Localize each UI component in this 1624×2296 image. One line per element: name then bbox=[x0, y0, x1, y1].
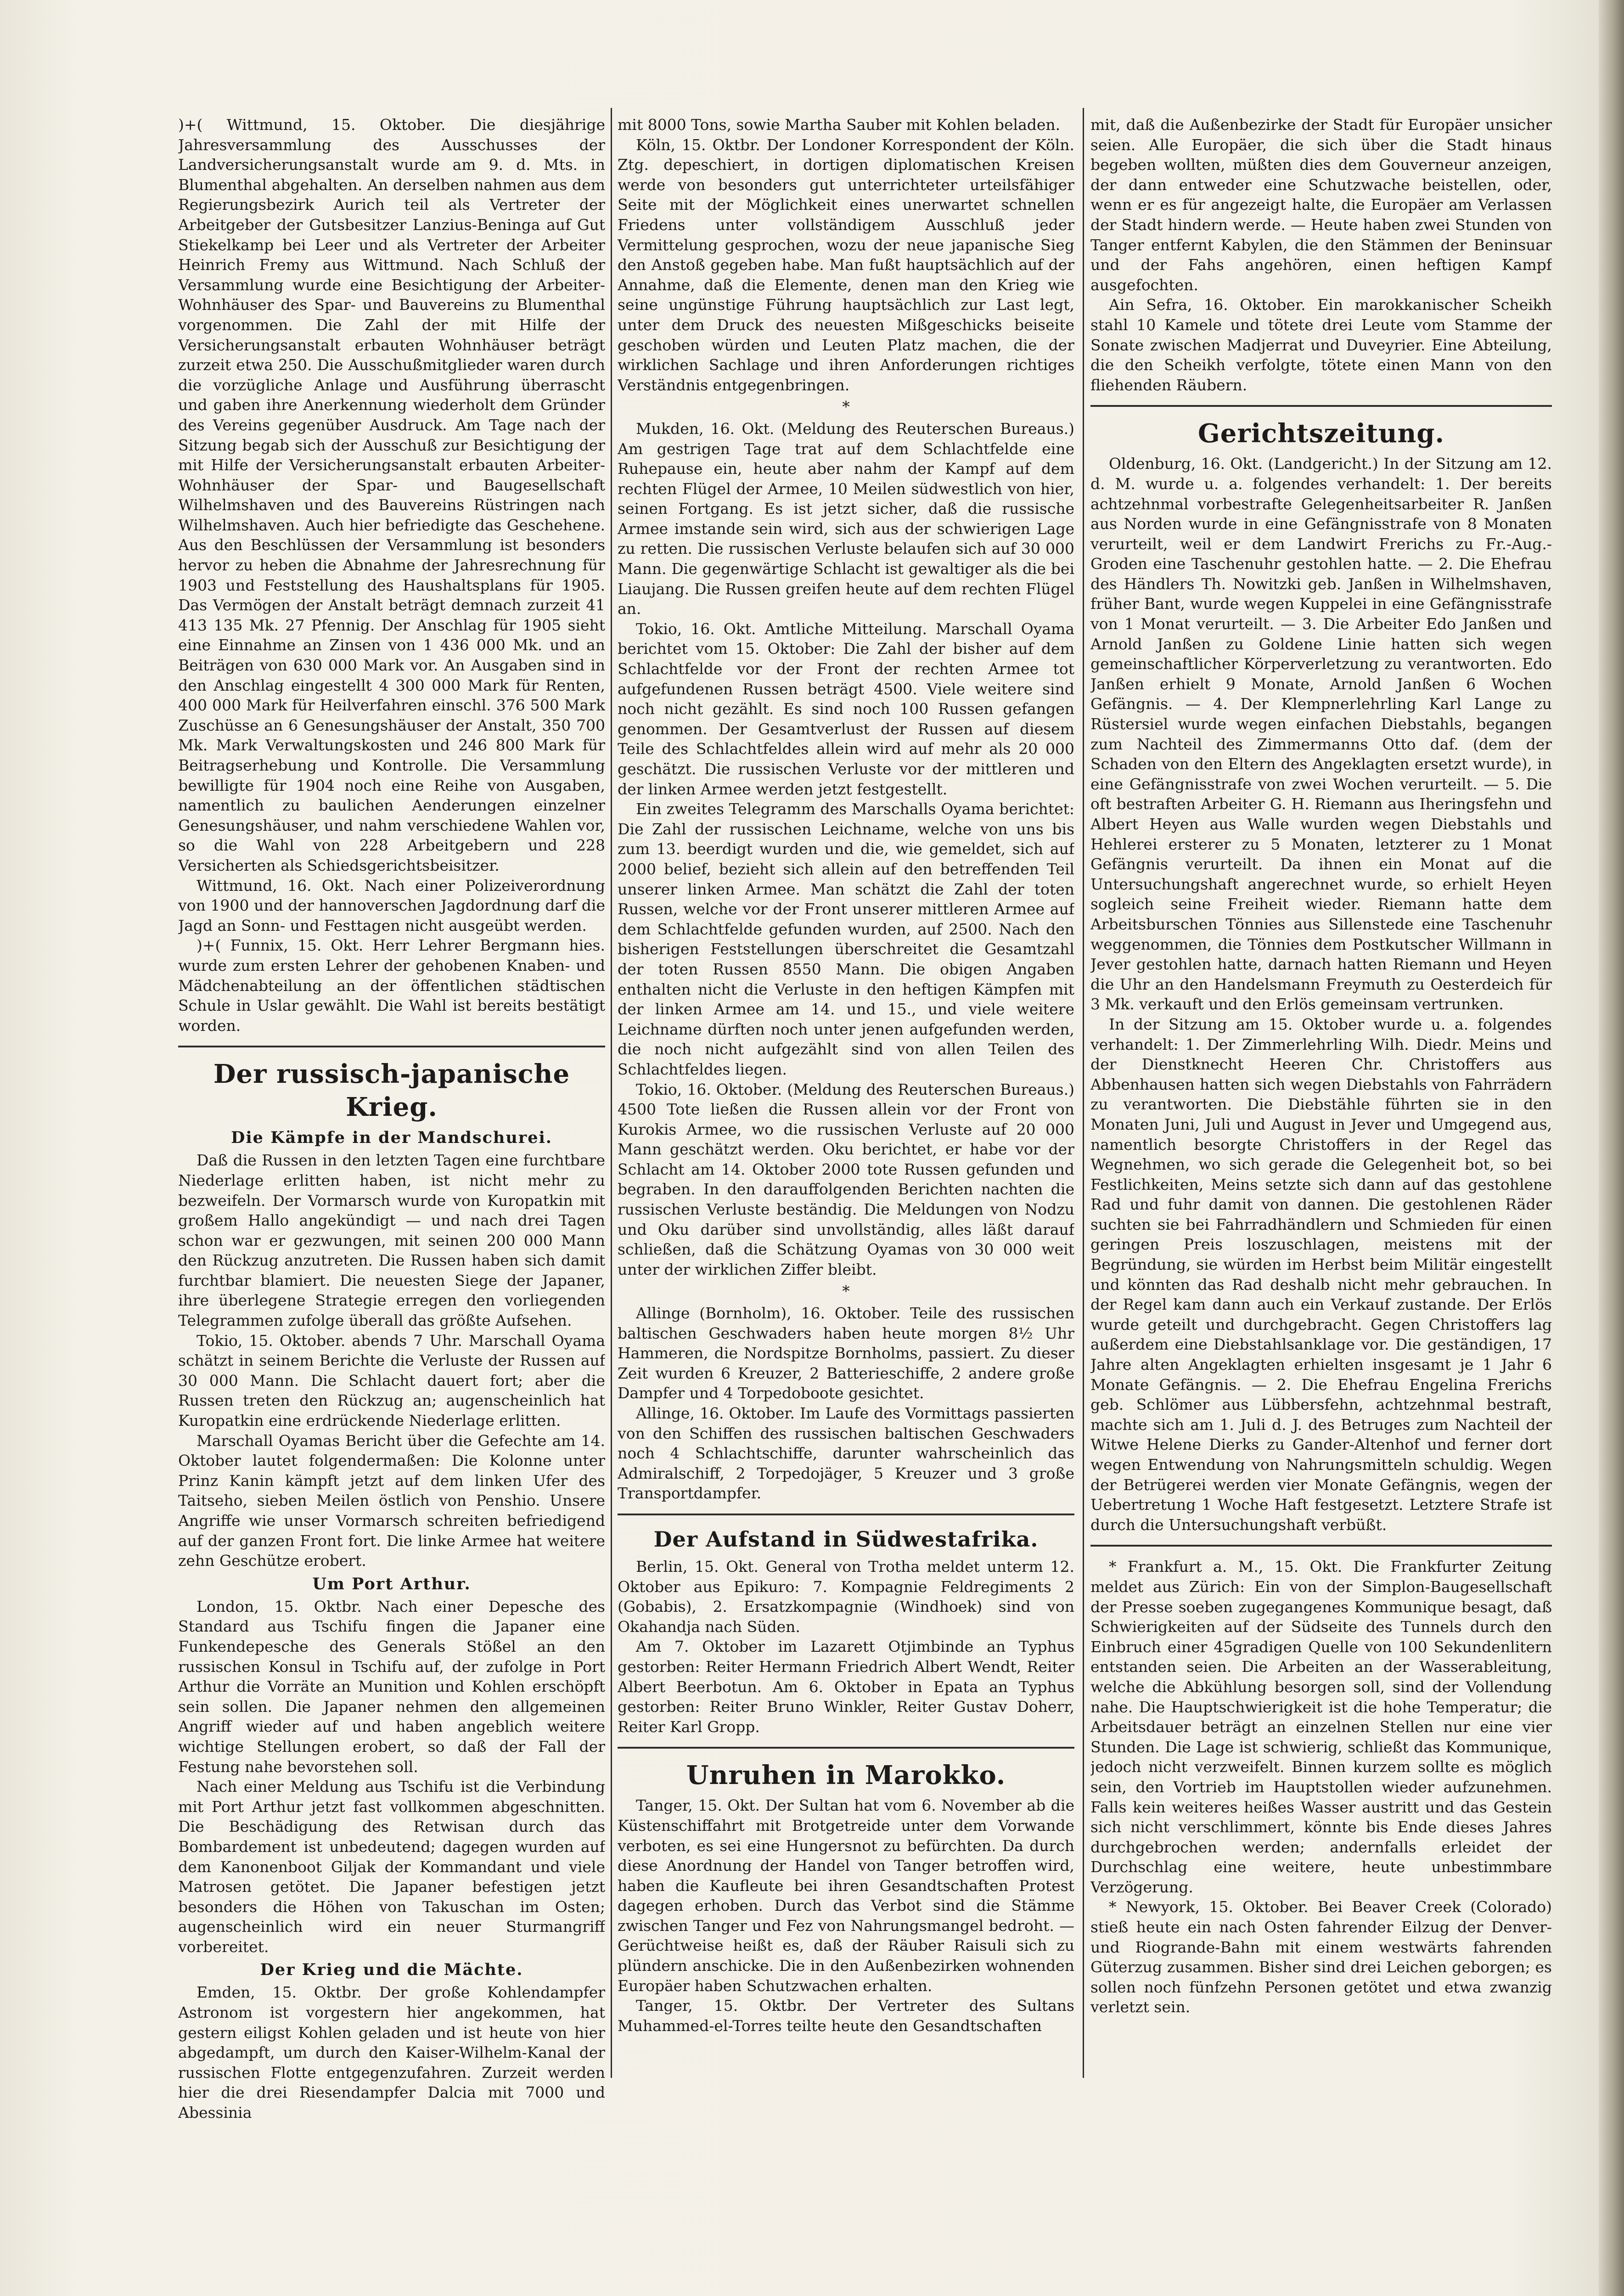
section-heading-war: Der russisch-japanische Krieg. bbox=[213, 1059, 570, 1123]
article-tanger-cont: mit, daß die Außenbezirke der Stadt für Europäer unsicher seien. Alle Europäer, die sich über die Stadt hinaus begeben wollten, müßten dies dem Gouverneur anzeigen, der dann entweder eine Schutzwache beistellen, oder, wenn er es für angezeigt halte, die Europäer am Verlassen der Stadt hindern werde. — Heute haben zwei Stunden von Tanger entfernt Kabylen, die den Stämmen der Beninsuar und der Fahs angehören, einen heftigen Kampf ausgefochten. bbox=[1090, 116, 1552, 294]
column-divider-2 bbox=[1083, 108, 1084, 2078]
article-war-intro: Daß die Russen in den letzten Tagen eine furchtbare Niederlage erlitten haben, ist nicht mehr zu bezweifeln. Der Vormarsch wurde von Kuropatkin mit großem Hallo angekündigt — und nach drei Tagen schon war er gezwungen, mit seinen 200 000 Mann den Rückzug anzutreten. Die Russen haben sich damit furchtbar blamiert. Die neuesten Siege der Japaner, ihre überlegene Strategie erregen den vorliegenden Telegrammen zufolge überall das größte Aufsehen. bbox=[178, 1151, 605, 1330]
article-newyork: * Newyork, 15. Oktober. Bei Beaver Creek (Colorado) stieß heute ein nach Osten fahrender Eilzug der Denver- und Riogrande-Bahn mit einem westwärts fahrenden Güterzug zusammen. Bisher sind drei Leichen geborgen; es sollen noch fünfzehn Personen getötet und etwa zwanzig verletzt sein. bbox=[1090, 1898, 1552, 2016]
article-allinge-2: Allinge, 16. Oktober. Im Laufe des Vormittags passierten von den Schiffen des russischen baltischen Geschwaders noch 4 Schlachtschiffe, darunter wahrscheinlich das Admiralschiff, 2 Torpedojäger, 5 Kreuzer und 3 große Transportdampfer. bbox=[618, 1404, 1074, 1503]
subheading-port-arthur: Um Port Arthur. bbox=[312, 1574, 471, 1593]
column-divider-1 bbox=[611, 108, 612, 2078]
section-rule bbox=[178, 1046, 605, 1047]
separator-star: * bbox=[842, 1282, 850, 1300]
section-rule bbox=[618, 1514, 1074, 1515]
article-typhus: Am 7. Oktober im Lazarett Otjimbinde an Typhus gestorben: Reiter Hermann Friedrich Albert Wendt, Reiter Albert Beerbotun. Am 6. Oktober in Epata an Typhus gestorben: Reiter Bruno Winkler, Reiter Gustav Doherr, Reiter Karl Gropp. bbox=[618, 1638, 1074, 1736]
article-emden: Emden, 15. Oktbr. Der große Kohlendampfer Astronom ist vorgestern hier angekommen, hat gestern eiligst Kohlen geladen und ist heute von hier abgedampft, um durch den Kaiser-Wilhelm-Kanal der russischen Flotte entgegenzufahren. Zurzeit werden hier die drei Riesendampfer Dalcia mit 7000 und Abessinia bbox=[178, 1983, 605, 2122]
article-emden-cont: mit 8000 Tons, sowie Martha Sauber mit Kohlen beladen. bbox=[618, 116, 1061, 134]
column-2 bbox=[618, 115, 1074, 2036]
article-oyama-second: Ein zweites Telegramm des Marschalls Oyama berichtet: Die Zahl der russischen Leichname, welche von uns bis zum 13. beerdigt wurden und die, wie gemeldet, sich auf 2000 belief, bezieht sich allein auf den betreffenden Teil unserer linken Armee. Man schätzt die Zahl der toten Russen, welche vor der Front unserer mittleren Armee auf dem Schlachtfelde gefunden wurden, auf 2500. Nach den bisherigen Feststellungen überschreitet die Gesamtzahl der toten Russen 8550 Mann. Die obigen Angaben enthalten nicht die Verluste in den heftigen Kämpfen mit der linken Armee am 14. und 15., und viele weitere Leichname dürften noch unter jenen aufgefunden werden, die noch nicht aufgezählt sind von allen Teilen des Schlachtfeldes liegen. bbox=[618, 800, 1074, 1078]
section-rule bbox=[1090, 405, 1552, 407]
article-tokio-2: Tokio, 16. Okt. Amtliche Mitteilung. Marschall Oyama berichtet vom 15. Oktober: Die Zahl der bisher auf dem Schlachtfelde vor der Front der rechten Armee tot aufgefundenen Russen beträgt 4500. Viele weitere sind noch nicht gezählt. Es sind noch 100 Russen gefangen genommen. Der Gesamtverlust der Russen auf diesem Teile des Schlachtfeldes allein wird auf mehr als 20 000 geschätzt. Die russischen Verluste vor der mittleren und der linken Armee werden jetzt festgestellt. bbox=[618, 619, 1074, 798]
scan-edge bbox=[1599, 0, 1624, 2296]
section-heading-marokko: Unruhen in Marokko. bbox=[686, 1760, 1006, 1791]
section-rule bbox=[1090, 1545, 1552, 1547]
article-frankfurt: * Frankfurt a. M., 15. Okt. Die Frankfurter Zeitung meldet aus Zürich: Ein von der Simplon-Baugesellschaft der Presse soeben zugegangenes Kommunique besagt, daß Schwierigkeiten auf der Südseite des Tunnels durch den Einbruch einer 45gradigen Quelle von 100 Sekundenlitern entstanden seien. Die Arbeiten an der Wasserableitung, welche die Abkühlung besorgen soll, sind der Vollendung nahe. Die Hauptschwierigkeit ist die hohe Temperatur; die Arbeitsdauer beträgt an einzelnen Stellen nur eine vier Stunden. Die Lage ist schwierig, schließt das Kommunique, jedoch nicht verzweifelt. Binnen kurzem sollte es möglich sein, den Vortrieb im Hauptstollen wieder aufzunehmen. Falls kein weiteres heißes Wasser austritt und das Gestein sich nicht verschlimmert, könnte bis Ende dieses Jahres durchgebrochen werden; andernfalls erleidet der Durchschlag eine weitere, heute unbestimmbare Verzögerung. bbox=[1090, 1558, 1552, 1896]
article-sitzung-15: In der Sitzung am 15. Oktober wurde u. a. folgendes verhandelt: 1. Der Zimmerlehrling Wilh. Diedr. Meins und der Dienstknecht Heeren Chr. Christoffers aus Abbenhausen hatten sich wegen Diebstahls von Fahrrädern zu verantworten. Die Diebstähle führten sie in den Monaten Juni, Juli und August in Jever und Umgegend aus, namentlich besorgte Christoffers in der Regel das Wegnehmen, wo sich gerade die Gelegenheit bot, so bei Festlichkeiten, Meins setzte sich dann auf das gestohlene Rad und fuhr damit von dannen. Die gestohlenen Räder suchten sie bei Fahrradhändlern und Schmieden für einen geringen Preis loszuschlagen, meistens mit der Begründung, sie würden im Herbst beim Militär eingestellt und könnten das Rad deshalb nicht mehr gebrauchen. In der Regel kam dann auch ein Verkauf zustande. Der Erlös wurde geteilt und durchgebracht. Gegen Christoffers lag außerdem eine Diebstahlsanklage vor. Die geständigen, 17 Jahre alten Angeklagten erhielten insgesamt je 1 Jahr 6 Monate Gefängnis. — 2. Die Ehefrau Engelina Frerichs geb. Schlömer aus Lübbersfehn, achtzehnmal bestraft, machte sich am 1. Juli d. J. des Betruges zum Nachteil der Witwe Helene Dierks zu Gander-Altenhof und ferner dort wegen Entwendung von Nahrungsmitteln schuldig. Wegen der Betrügerei werden vier Monate Gefängnis, wegen der Uebertretung 1 Woche Haft festgesetzt. Letztere Strafe ist durch die Untersuchungshaft verbüßt. bbox=[1090, 1015, 1552, 1534]
subheading-maechte: Der Krieg und die Mächte. bbox=[260, 1960, 523, 1980]
article-koeln: Köln, 15. Oktbr. Der Londoner Korrespondent der Köln. Ztg. depeschiert, in dortigen diplomatischen Kreisen werde von besonders gut unterrichteter urteilsfähiger Seite mit der Möglichkeit eines unerwartet schnellen Friedens unter vollständigem Ausschluß jeder Vermittelung gesprochen, wozu der neue japanische Sieg den Anstoß gegeben habe. Man fußt hauptsächlich auf der Annahme, daß die Elemente, denen man den Krieg wie seine ungünstige Führung hauptsächlich zur Last legt, unter dem Druck des neuesten Mißgeschicks beiseite geschoben würden und Leuten Platz machen, die der wirklichen Sachlage und ihren Anforderungen richtiges Verständnis entgegenbringen. bbox=[618, 135, 1074, 394]
article-tokio-1: Tokio, 15. Oktober. abends 7 Uhr. Marschall Oyama schätzt in seinem Berichte die Verluste der Russen auf 30 000 Mann. Die Schlacht dauert fort; aber die Russen treten den Rückzug an; augenscheinlich hat Kuropatkin eine erdrückende Niederlage erlitten. bbox=[178, 1331, 605, 1430]
article-wittmund-2: Wittmund, 16. Okt. Nach einer Polizeiverordnung von 1900 und der hannoverschen Jagdordnung darf die Jagd an Sonn- und Festtagen nicht ausgeübt werden. bbox=[178, 876, 605, 934]
article-oyama-report: Marschall Oyamas Bericht über die Gefechte am 14. Oktober lautet folgendermaßen: Die Kolonne unter Prinz Kanin kämpft jetzt auf dem linken Ufer des Taitseho, sieben Meilen östlich von Penshio. Unsere Angriffe wie unser Vormarsch schreiten befriedigend auf der ganzen Front fort. Die linke Armee hat weitere zehn Geschütze erobert. bbox=[178, 1431, 605, 1570]
article-allinge-1: Allinge (Bornholm), 16. Oktober. Teile des russischen baltischen Geschwaders haben heute morgen 8½ Uhr Hammeren, die Nordspitze Bornholms, passiert. Zu dieser Zeit wurden 6 Kreuzer, 2 Batterieschiffe, 2 andere große Dampfer und 4 Torpedoboote gesichtet. bbox=[618, 1304, 1074, 1402]
article-tanger-1: Tanger, 15. Okt. Der Sultan hat vom 6. November ab die Küstenschiffahrt mit Brotgetreide unter dem Vorwande verboten, es sei eine Hungersnot zu befürchten. Da durch diese Anordnung der Handel von Tanger betroffen wird, haben die Kaufleute bei ihren Gesandtschaften Protest dagegen erhoben. Durch das Verbot sind die Stämme zwischen Tanger und Fez von Nahrungsmangel bedroht. — Gerüchtweise heißt es, daß der Räuber Raisuli sich zu plündern anschicke. Die in den Außenbezirken wohnenden Europäer haben Schutzwachen erhalten. bbox=[618, 1796, 1074, 1995]
article-funnix: )+( Funnix, 15. Okt. Herr Lehrer Bergmann hies. wurde zum ersten Lehrer der gehobenen Knaben- und Mädchenabteilung an der öffentlichen städtischen Schule in Uslar gewählt. Die Wahl ist bereits bestätigt worden. bbox=[178, 936, 605, 1035]
article-mukden: Mukden, 16. Okt. (Meldung des Reuterschen Bureaus.) Am gestrigen Tage trat auf dem Schlachtfelde eine Ruhepause ein, heute aber nahm der Kampf auf dem rechten Flügel der Armee, 10 Meilen südwestlich von hier, seinen Fortgang. Es ist jetzt sicher, daß die russische Armee imstande sein wird, sich aus der schwierigen Lage zu retten. Die russischen Verluste belaufen sich auf 30 000 Mann. Die gegenwärtige Schlacht ist gewaltiger als die bei Liaujang. Die Russen greifen heute auf dem rechten Flügel an. bbox=[618, 419, 1074, 618]
column-3 bbox=[1090, 115, 1552, 2017]
article-tokio-3: Tokio, 16. Oktober. (Meldung des Reuterschen Bureaus.) 4500 Tote ließen die Russen allein vor der Front von Kurokis Armee, wo die russischen Verluste auf 20 000 Mann geschätzt werden. Oku berichtet, er habe vor der Schlacht am 14. Oktober 2000 tote Russen gefunden und begraben. In den darauffolgenden Berichten nachten die russischen Verluste beständig. Die Meldungen von Nodzu und Oku darüber sind unvollständig, alles läßt darauf schließen, daß die Schätzung Oyamas von 30 000 weit unter der wirklichen Ziffer bleibt. bbox=[618, 1080, 1074, 1278]
subheading-mandschurei: Die Kämpfe in der Mandschurei. bbox=[231, 1128, 552, 1148]
article-ain-sefra: Ain Sefra, 16. Oktober. Ein marokkanischer Scheikh stahl 10 Kamele und tötete drei Leute vom Stamme der Sonate zwischen Madjerrat und Duveyrier. Eine Abteilung, die den Scheikh verfolgte, tötete einen Mann von den fliehenden Räubern. bbox=[1090, 296, 1552, 394]
article-tschifu: Nach einer Meldung aus Tschifu ist die Verbindung mit Port Arthur jetzt fast vollkommen abgeschnitten. Die Beschädigung des Retwisan durch das Bombardement ist unbedeutend; dagegen wurden auf dem Kanonenboot Giljak der Kommandant und viele Matrosen getötet. Die Japaner befestigen jetzt besonders die Höhen von Takuschan im Osten; augenscheinlich wird ein neuer Sturmangriff vorbereitet. bbox=[178, 1778, 605, 1956]
article-wittmund-1: )+( Wittmund, 15. Oktober. Die diesjährige Jahresversammlung des Ausschusses der Landversicherungsanstalt wurde am 9. d. Mts. in Blumenthal abgehalten. An derselben nahmen aus dem Regierungsbezirk Aurich teil als Vertreter der Arbeitgeber der Gutsbesitzer Lanzius-Beninga auf Gut Stiekelkamp bei Leer und als Vertreter der Arbeiter Heinrich Fremy aus Wittmund. Nach Schluß der Versammlung wurde eine Besichtigung der Arbeiter-Wohnhäuser des Spar- und Bauvereins zu Blumenthal vorgenommen. Die Zahl der mit Hilfe der Versicherungsanstalt erbauten Wohnhäuser beträgt zurzeit etwa 250. Die Ausschußmitglieder waren durch die vorzügliche Anlage und Ausführung überrascht und gaben ihre Anerkennung wiederholt dem Gründer des Vereins gegenüber Ausdruck. Am Tage nach der Sitzung begab sich der Ausschuß zur Besichtigung der mit Hilfe der Versicherungsanstalt erbauten Arbeiter-Wohnhäuser der Spar- und Baugesellschaft Wilhelmshaven und des Bauvereins Rüstringen nach Wilhelmshaven. Auch hier befriedigte das Geschehene. Aus den Beschlüssen der Versammlung ist besonders hervor zu heben die Abnahme der Jahresrechnung für 1903 und Feststellung des Haushaltsplans für 1905. Das Vermögen der Anstalt beträgt demnach zurzeit 41 413 135 Mk. 27 Pfennig. Der Anschlag für 1905 sieht eine Einnahme an Zinsen von 1 436 000 Mk. und an Beiträgen von 630 000 Mark vor. An Ausgaben sind in den Anschlag eingestellt 4 300 000 Mark für Renten, 400 000 Mark für Heilverfahren einschl. 376 500 Mark Zuschüsse an 6 Genesungshäuser der Anstalt, 350 700 Mk. Mark Verwaltungskosten und 246 800 Mark für Beitragserhebung und Kontrolle. Die Versammlung bewilligte für 1904 noch eine Reihe von Ausgaben, namentlich zu baulichen Aenderungen einzelner Genesungshäuser, und nahm verschiedene Wahlen vor, so die Wahl von 228 Arbeitgebern und 228 Versicherten als Schiedsgerichtsbeisitzer. bbox=[178, 116, 605, 874]
article-berlin: Berlin, 15. Okt. General von Trotha meldet unterm 12. Oktober aus Epikuro: 7. Kompagnie Feldregiments 2 (Gobabis), 2. Ersatzkompagnie (Windhoek) sind von Okahandja nach Süden. bbox=[618, 1557, 1074, 1636]
section-heading-gericht: Gerichtszeitung. bbox=[1197, 418, 1445, 449]
article-tanger-2: Tanger, 15. Oktbr. Der Vertreter des Sultans Muhammed-el-Torres teilte heute den Gesandtschaften bbox=[618, 1997, 1074, 2035]
article-oldenburg: Oldenburg, 16. Okt. (Landgericht.) In der Sitzung am 12. d. M. wurde u. a. folgendes verhandelt: 1. Der bereits achtzehnmal vorbestrafte Gelegenheitsarbeiter R. Janßen aus Norden wurde in eine Gefängnisstrafe von 8 Monaten verurteilt, weil er dem Landwirt Frerichs zu Fr.-Aug.-Groden eine Taschenuhr gestohlen hatte. — 2. Die Ehefrau des Händlers Th. Nowitzki geb. Janßen in Wilhelmshaven, früher Bant, wurde wegen Kuppelei in eine Gefängnisstrafe von 1 Monat verurteilt. — 3. Die Arbeiter Edo Janßen und Arnold Janßen zu Goldene Linie hatten sich wegen gemeinschaftlicher Körperverletzung zu verantworten. Edo Janßen erhielt 9 Monate, Arnold Janßen 6 Wochen Gefängnis. — 4. Der Klempnerlehrling Karl Lange zu Rüstersiel wurde wegen einfachen Diebstahls, begangen zum Nachteil des Zimmermanns Otto daf. (dem der Schaden von den Eltern des Angeklagten ersetzt wurde), in eine Gefängnisstrafe von zwei Wochen verurteilt. — 5. Die oft bestraften Arbeiter G. H. Riemann aus Iheringsfehn und Albert Heyen aus Walle wurden wegen Diebstahls und Hehlerei ersterer zu 5 Monaten, letzterer zu 1 Monat Gefängnis verurteilt. Da ihnen ein Monat auf die Untersuchungshaft angerechnet wurde, so erhielt Heyen sogleich seine Freiheit wieder. Riemann hatte dem Arbeitsburschen Tönnies aus Sillenstede eine Taschenuhr weggenommen, die Tönnies dem Postkutscher Willmann in Jever gestohlen hatte, darnach hatten Riemann und Heyen die Uhr an den Handelsmann Freymuth zu Oesterdeich für 3 Mk. verkauft und den Erlös gemeinsam vertrunken. bbox=[1090, 455, 1552, 1013]
section-rule bbox=[618, 1747, 1074, 1749]
column-1 bbox=[178, 115, 605, 2123]
article-london: London, 15. Oktbr. Nach einer Depesche des Standard aus Tschifu fingen die Japaner eine Funkendepesche des Generals Stößel an den russischen Konsul in Tschifu auf, der zufolge in Port Arthur die Vorräte an Munition und Kohlen erschöpft sein sollen. Die Japaner nehmen den allgemeinen Angriff wieder auf und haben angeblich weitere wichtige Stellungen erobert, so daß der Fall der Festung nahe bevorstehen soll. bbox=[178, 1597, 605, 1776]
separator-star: * bbox=[842, 398, 850, 416]
section-heading-suedwestafrika: Der Aufstand in Südwestafrika. bbox=[653, 1526, 1039, 1552]
